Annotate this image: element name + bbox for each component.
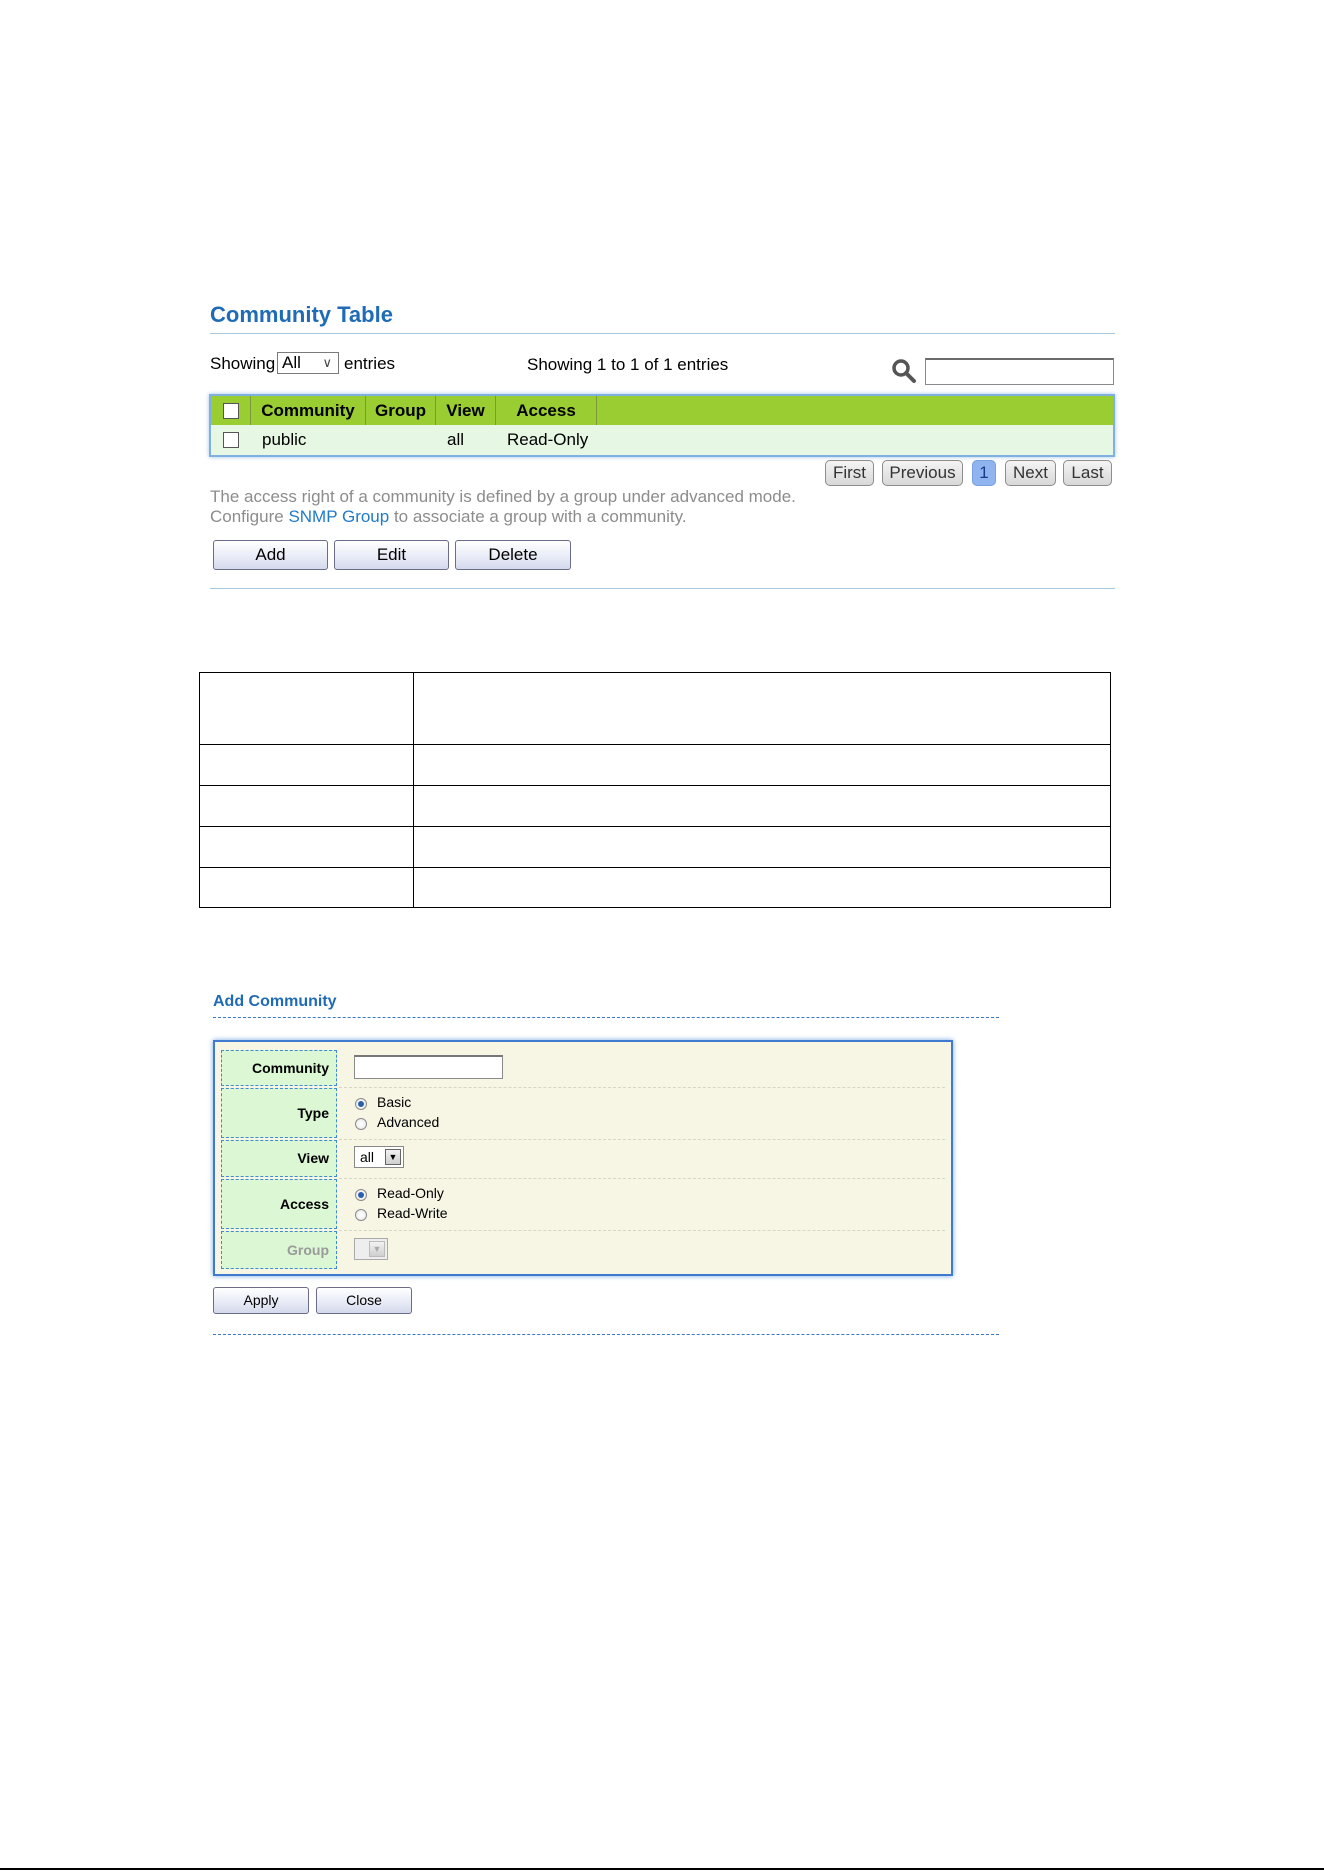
- pager-last-button[interactable]: Last: [1063, 460, 1112, 486]
- add-community-title: Add Community: [213, 993, 337, 1010]
- search-input[interactable]: [925, 358, 1114, 385]
- group-select[interactable]: [354, 1238, 388, 1260]
- showing-label: Showing: [210, 354, 276, 373]
- group-field-label: Group: [221, 1231, 337, 1269]
- view-select-value: all: [360, 1149, 375, 1165]
- view-select[interactable]: [354, 1146, 404, 1168]
- close-button[interactable]: Close: [316, 1287, 412, 1314]
- grid-cell: [413, 744, 1111, 786]
- access-read-only-label: Read-Only: [377, 1185, 444, 1201]
- grid-cell: [199, 785, 414, 827]
- access-field-label: Access: [221, 1179, 337, 1229]
- section-divider: [210, 588, 1115, 589]
- access-read-write-radio[interactable]: [355, 1209, 367, 1221]
- community-field-label: Community: [221, 1050, 337, 1086]
- column-header-view[interactable]: View: [436, 396, 496, 425]
- entries-info: Showing 1 to 1 of 1 entries: [527, 355, 729, 374]
- type-advanced-radio[interactable]: [355, 1118, 367, 1130]
- column-header-group[interactable]: Group: [366, 396, 436, 425]
- view-field-label: View: [221, 1140, 337, 1177]
- cell-access: Read-Only: [507, 430, 589, 449]
- grid-cell: [199, 672, 414, 745]
- access-read-only-radio[interactable]: [355, 1189, 367, 1201]
- table-row[interactable]: [211, 425, 1113, 455]
- apply-button[interactable]: Apply: [213, 1287, 309, 1314]
- help-text-line-1: The access right of a community is defined by a group under advanced mode.: [210, 487, 796, 506]
- search-icon[interactable]: [891, 358, 917, 384]
- cell-view: all: [447, 430, 465, 449]
- select-all-cell: [211, 396, 251, 425]
- community-table-title: Community Table: [210, 302, 393, 327]
- grid-cell: [413, 785, 1111, 827]
- help-text-suffix: to associate a group with a community.: [389, 507, 687, 526]
- chevron-down-icon: ∨: [322, 355, 332, 370]
- title-divider: [210, 333, 1115, 334]
- entries-select[interactable]: [277, 352, 339, 374]
- type-field-label: Type: [221, 1088, 337, 1138]
- row-checkbox[interactable]: [223, 432, 239, 448]
- page-bottom-border: [0, 1868, 1324, 1870]
- edit-button[interactable]: Edit: [334, 540, 449, 570]
- help-text-line-2: [210, 507, 687, 527]
- entries-label: entries: [344, 354, 396, 373]
- column-header-access[interactable]: Access: [496, 396, 597, 425]
- row-divider: [339, 1178, 945, 1179]
- pager-next-button[interactable]: Next: [1005, 460, 1056, 486]
- column-header-community[interactable]: Community: [251, 396, 366, 425]
- pager-previous-button[interactable]: Previous: [882, 460, 963, 486]
- form-bottom-divider: [213, 1334, 999, 1335]
- row-divider: [339, 1230, 945, 1231]
- select-all-checkbox[interactable]: [223, 403, 239, 419]
- community-input[interactable]: [354, 1055, 503, 1079]
- grid-cell: [199, 867, 414, 908]
- row-divider: [339, 1087, 945, 1088]
- grid-cell: [413, 672, 1111, 745]
- empty-grid-table: [199, 672, 1111, 908]
- community-table: [209, 394, 1115, 457]
- help-text-prefix: Configure: [210, 507, 289, 526]
- grid-cell: [413, 867, 1111, 908]
- chevron-down-icon: ▼: [385, 1149, 401, 1165]
- type-advanced-label: Advanced: [377, 1114, 440, 1130]
- pager-page-1-button[interactable]: 1: [972, 460, 996, 486]
- type-basic-label: Basic: [377, 1094, 412, 1110]
- access-read-write-label: Read-Write: [377, 1205, 448, 1221]
- chevron-down-icon: ▼: [369, 1241, 385, 1257]
- row-divider: [339, 1139, 945, 1140]
- grid-cell: [199, 826, 414, 868]
- add-community-form: [213, 1040, 953, 1276]
- table-header: [211, 396, 1113, 425]
- snmp-group-link[interactable]: SNMP Group: [288, 507, 390, 526]
- type-basic-radio[interactable]: [355, 1098, 367, 1110]
- pager-first-button[interactable]: First: [825, 460, 874, 486]
- delete-button[interactable]: Delete: [455, 540, 571, 570]
- add-button[interactable]: Add: [213, 540, 328, 570]
- cell-community: public: [262, 430, 307, 449]
- form-top-divider: [213, 1017, 999, 1018]
- entries-select-value: All: [282, 353, 301, 372]
- grid-cell: [199, 744, 414, 786]
- grid-cell: [413, 826, 1111, 868]
